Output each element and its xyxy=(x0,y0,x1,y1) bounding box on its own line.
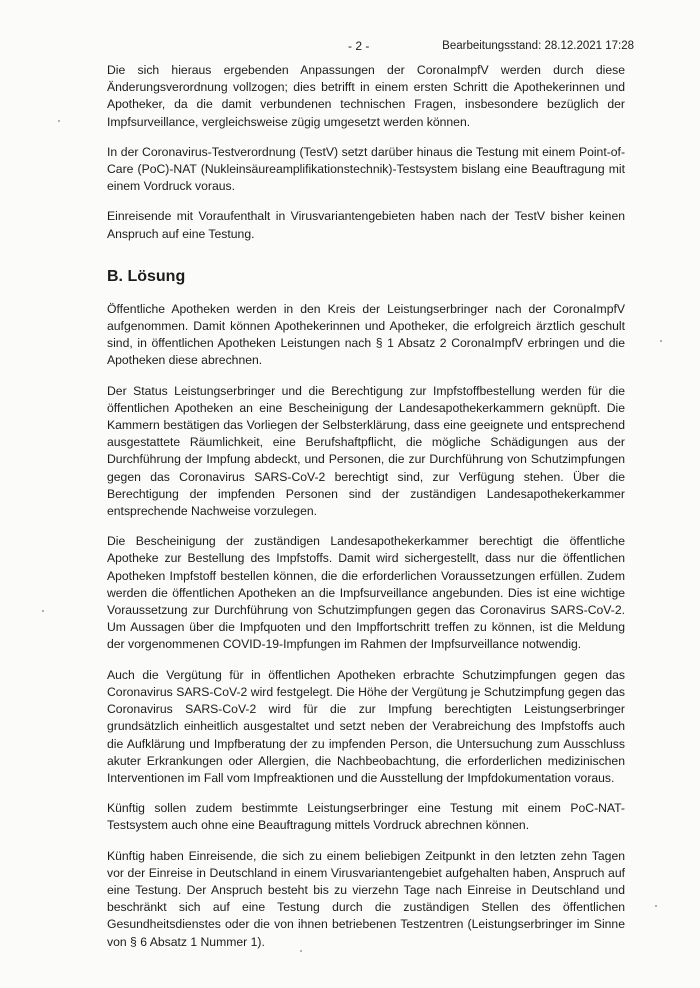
paragraph: In der Coronavirus-Testverordnung (TestV) setzt darüber hinaus die Testung mit einem Point-of-Care (PoC)-NAT (Nukleinsäureamplifikationstechnik)-Testsystem bislang eine Beauftragung mit einem Vordruck voraus. xyxy=(107,144,625,194)
scan-speck xyxy=(42,610,44,612)
scan-speck xyxy=(300,950,302,952)
paragraph: Öffentliche Apotheken werden in den Kreis der Leistungserbringer nach der CoronaImpfV aufgenommen. Damit können Apothekerinnen und Apotheker, die erfolgreich ärztlich geschult sind, in öffentlichen Apotheken Leistungen nach § 1 Absatz 2 CoronaImpfV erbringen und die Apotheken diese abrechnen. xyxy=(107,301,625,368)
paragraph: Die Bescheinigung der zuständigen Landesapothekerkammer berechtigt die öffentliche Apotheke zur Bestellung des Impfstoffs. Damit wird sichergestellt, dass nur die öffentlichen Apotheken Impfstoff bestellen können, die die erforderlichen Voraussetzungen erfüllen. Zudem werden die öffentlichen Apotheken an die Impfsurveillance angebunden. Dies ist eine wichtige Voraussetzung zur Durchführung von Schutzimpfungen gegen das Coronavirus SARS-CoV-2. Um Aussagen über die Impfquoten und den Impffortschritt treffen zu können, ist die Meldung der vorgenommenen COVID-19-Impfungen im Rahmen der Impfsurveillance notwendig. xyxy=(107,534,625,652)
page-number: - 2 - xyxy=(348,39,370,53)
paragraph: Auch die Vergütung für in öffentlichen Apotheken erbrachte Schutzimpfungen gegen das Coronavirus SARS-CoV-2 wird festgelegt. Die Höhe der Vergütung je Schutzimpfung gegen das Coronavirus SARS-CoV-2 wird für die zur Impfung berechtigten Leistungserbringer grundsätzlich einheitlich ausgestaltet und setzt neben der Verabreichung des Impfstoffs auch die Aufklärung und Impfberatung der zu impfenden Person, die Untersuchung zum Ausschluss akuter Erkrankungen oder Allergien, die Nachbeobachtung, die erforderlichen medizinischen Interventionen im Fall vom Impfreaktionen und die Ausstellung der Impfdokumentation voraus. xyxy=(107,667,625,785)
document-body xyxy=(107,62,625,964)
edit-status: Bearbeitungsstand: 28.12.2021 17:28 xyxy=(442,40,634,52)
paragraph: Künftig sollen zudem bestimmte Leistungserbringer eine Testung mit einem PoC-NAT-Testsystem auch ohne eine Beauftragung mittels Vordruck abrechnen können. xyxy=(107,801,625,833)
page-header xyxy=(110,38,634,54)
paragraph: Künftig haben Einreisende, die sich zu einem beliebigen Zeitpunkt in den letzten zehn Tagen vor der Einreise in Deutschland in einem Virusvariantengebiet aufgehalten haben, Anspruch auf eine Testung. Der Anspruch besteht bis zu vierzehn Tage nach Einreise in Deutschland und beschränkt sich auf eine Testung durch die zuständigen Stellen des öffentlichen Gesundheitsdienstes oder die von ihnen betriebenen Testzentren (Leistungserbringer im Sinne von § 6 Absatz 1 Nummer 1). xyxy=(107,848,625,949)
scan-speck xyxy=(58,120,60,122)
section-heading: B. Lösung xyxy=(107,267,186,285)
paragraph: Die sich hieraus ergebenden Anpassungen der CoronaImpfV werden durch diese Änderungsverordnung vollzogen; dies betrifft in einem ersten Schritt die Apothekerinnen und Apotheker, da die damit verbundenen technischen Fragen, insbesondere bezüglich der Impfsurveillance, vergleichsweise zügig umgesetzt werden können. xyxy=(107,63,625,129)
scan-speck xyxy=(660,340,662,342)
scan-speck xyxy=(655,905,657,907)
paragraph: Der Status Leistungserbringer und die Berechtigung zur Impfstoffbestellung werden für die öffentlichen Apotheken an eine Bescheinigung der Landesapothekerkammern geknüpft. Die Kammern bestätigen das Vorliegen der Selbsterklärung, dass eine geeignete und entsprechend ausgestattete Räumlichkeit, eine Berufshaftpflicht, die mögliche Schädigungen aus der Durchführung der Impfung abdeckt, und Personen, die zur Durchführung von Schutzimpfungen gegen das Coronavirus SARS-CoV-2 berechtigt sind, zur Verfügung stehen. Über die Berechtigung der impfenden Personen sind der zuständigen Landesapothekerkammer entsprechende Nachweise vorzulegen. xyxy=(107,383,625,519)
paragraph: Einreisende mit Voraufenthalt in Virusvariantengebieten haben nach der TestV bisher keinen Anspruch auf eine Testung. xyxy=(107,209,625,241)
